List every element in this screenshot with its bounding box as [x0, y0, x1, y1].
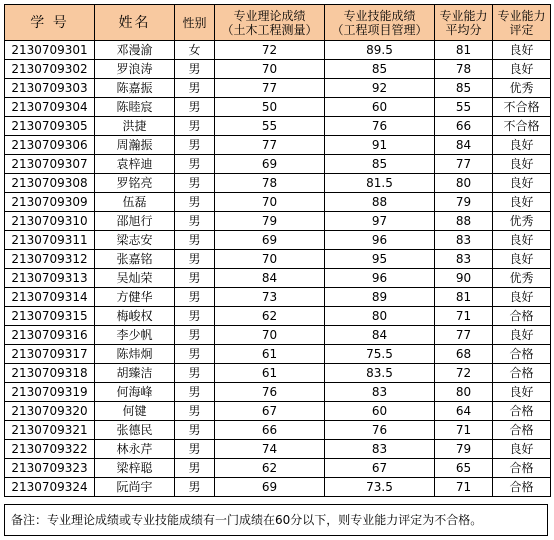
theory-score-cell: 72 [215, 41, 325, 60]
gender-cell: 男 [175, 364, 215, 383]
name-cell: 李少帆 [95, 326, 175, 345]
table-row [5, 250, 551, 269]
rating-cell: 不合格 [493, 117, 551, 136]
gender-cell: 男 [175, 155, 215, 174]
name-cell: 何海峰 [95, 383, 175, 402]
name-cell: 罗浪涛 [95, 60, 175, 79]
gender-cell: 男 [175, 193, 215, 212]
gender-cell: 男 [175, 250, 215, 269]
student-id-cell: 2130709316 [5, 326, 95, 345]
table-row [5, 345, 551, 364]
skill-score-cell: 83 [325, 440, 435, 459]
theory-score-cell: 84 [215, 269, 325, 288]
header-student-id: 学 号 [5, 5, 95, 41]
theory-score-cell: 70 [215, 250, 325, 269]
theory-score-cell: 62 [215, 459, 325, 478]
rating-cell: 合格 [493, 478, 551, 497]
student-id-cell: 2130709315 [5, 307, 95, 326]
rating-cell: 良好 [493, 174, 551, 193]
rating-cell: 良好 [493, 231, 551, 250]
name-cell: 林永芹 [95, 440, 175, 459]
average-cell: 71 [435, 421, 493, 440]
student-id-cell: 2130709307 [5, 155, 95, 174]
skill-score-cell: 75.5 [325, 345, 435, 364]
gender-cell: 男 [175, 326, 215, 345]
student-id-cell: 2130709303 [5, 79, 95, 98]
rating-cell: 合格 [493, 345, 551, 364]
skill-score-cell: 88 [325, 193, 435, 212]
header-theory-line1: 专业理论成绩 [233, 8, 306, 23]
name-cell: 梅峻权 [95, 307, 175, 326]
skill-score-cell: 85 [325, 155, 435, 174]
header-theory-score [215, 5, 325, 41]
average-cell: 77 [435, 155, 493, 174]
student-id-cell: 2130709311 [5, 231, 95, 250]
theory-score-cell: 61 [215, 364, 325, 383]
skill-score-cell: 83 [325, 383, 435, 402]
average-cell: 80 [435, 383, 493, 402]
student-id-cell: 2130709324 [5, 478, 95, 497]
rating-cell: 优秀 [493, 269, 551, 288]
header-skill-line1: 专业技能成绩 [343, 8, 416, 23]
rating-cell: 优秀 [493, 212, 551, 231]
rating-cell: 良好 [493, 136, 551, 155]
average-cell: 80 [435, 174, 493, 193]
table-row [5, 117, 551, 136]
average-cell: 79 [435, 440, 493, 459]
student-id-cell: 2130709310 [5, 212, 95, 231]
skill-score-cell: 76 [325, 117, 435, 136]
name-cell: 张嘉铭 [95, 250, 175, 269]
skill-score-cell: 92 [325, 79, 435, 98]
header-name: 姓名 [95, 5, 175, 41]
theory-score-cell: 69 [215, 155, 325, 174]
skill-score-cell: 83.5 [325, 364, 435, 383]
table-row [5, 478, 551, 497]
average-cell: 66 [435, 117, 493, 136]
table-row [5, 326, 551, 345]
name-cell: 张德民 [95, 421, 175, 440]
header-average-line2: 平均分 [445, 22, 482, 37]
theory-score-cell: 76 [215, 383, 325, 402]
table-row [5, 174, 551, 193]
footnote: 备注：专业理论成绩或专业技能成绩有一门成绩在60分以下，则专业能力评定为不合格。 [4, 504, 548, 536]
gender-cell: 男 [175, 478, 215, 497]
skill-score-cell: 96 [325, 269, 435, 288]
skill-score-cell: 60 [325, 402, 435, 421]
header-theory-line2: （土木工程测量） [221, 22, 318, 37]
theory-score-cell: 62 [215, 307, 325, 326]
table-row [5, 307, 551, 326]
gender-cell: 男 [175, 212, 215, 231]
average-cell: 71 [435, 478, 493, 497]
gender-cell: 男 [175, 79, 215, 98]
skill-score-cell: 91 [325, 136, 435, 155]
name-cell: 伍磊 [95, 193, 175, 212]
average-cell: 77 [435, 326, 493, 345]
table-row [5, 193, 551, 212]
theory-score-cell: 78 [215, 174, 325, 193]
rating-cell: 合格 [493, 307, 551, 326]
table-row [5, 269, 551, 288]
average-cell: 88 [435, 212, 493, 231]
rating-cell: 良好 [493, 193, 551, 212]
theory-score-cell: 73 [215, 288, 325, 307]
table-row [5, 98, 551, 117]
gender-cell: 男 [175, 231, 215, 250]
header-skill-line2: （工程项目管理） [331, 22, 428, 37]
student-id-cell: 2130709302 [5, 60, 95, 79]
rating-cell: 不合格 [493, 98, 551, 117]
student-id-cell: 2130709305 [5, 117, 95, 136]
rating-cell: 优秀 [493, 79, 551, 98]
table-row [5, 212, 551, 231]
table-row [5, 41, 551, 60]
name-cell: 梁梓聪 [95, 459, 175, 478]
table-row [5, 364, 551, 383]
average-cell: 83 [435, 231, 493, 250]
average-cell: 81 [435, 41, 493, 60]
theory-score-cell: 61 [215, 345, 325, 364]
theory-score-cell: 69 [215, 478, 325, 497]
student-id-cell: 2130709319 [5, 383, 95, 402]
student-id-cell: 2130709322 [5, 440, 95, 459]
gender-cell: 男 [175, 345, 215, 364]
student-id-cell: 2130709321 [5, 421, 95, 440]
rating-cell: 良好 [493, 60, 551, 79]
table-row [5, 402, 551, 421]
student-id-cell: 2130709301 [5, 41, 95, 60]
average-cell: 79 [435, 193, 493, 212]
average-cell: 83 [435, 250, 493, 269]
skill-score-cell: 89.5 [325, 41, 435, 60]
skill-score-cell: 81.5 [325, 174, 435, 193]
average-cell: 55 [435, 98, 493, 117]
skill-score-cell: 95 [325, 250, 435, 269]
rating-cell: 良好 [493, 288, 551, 307]
table-row [5, 155, 551, 174]
table-row [5, 421, 551, 440]
student-id-cell: 2130709317 [5, 345, 95, 364]
average-cell: 65 [435, 459, 493, 478]
gender-cell: 男 [175, 269, 215, 288]
name-cell: 吴灿荣 [95, 269, 175, 288]
student-id-cell: 2130709318 [5, 364, 95, 383]
gender-cell: 女 [175, 41, 215, 60]
skill-score-cell: 80 [325, 307, 435, 326]
gender-cell: 男 [175, 402, 215, 421]
theory-score-cell: 70 [215, 193, 325, 212]
rating-cell: 合格 [493, 421, 551, 440]
gender-cell: 男 [175, 136, 215, 155]
theory-score-cell: 77 [215, 136, 325, 155]
name-cell: 罗铭亮 [95, 174, 175, 193]
student-id-cell: 2130709304 [5, 98, 95, 117]
theory-score-cell: 69 [215, 231, 325, 250]
student-id-cell: 2130709312 [5, 250, 95, 269]
table-row [5, 440, 551, 459]
header-row [5, 5, 551, 41]
rating-cell: 合格 [493, 402, 551, 421]
table-row [5, 136, 551, 155]
name-cell: 邵旭行 [95, 212, 175, 231]
theory-score-cell: 67 [215, 402, 325, 421]
student-id-cell: 2130709308 [5, 174, 95, 193]
rating-cell: 良好 [493, 326, 551, 345]
name-cell: 陈嘉振 [95, 79, 175, 98]
table-body [5, 41, 551, 497]
gender-cell: 男 [175, 421, 215, 440]
name-cell: 胡臻洁 [95, 364, 175, 383]
table-row [5, 459, 551, 478]
table-row [5, 79, 551, 98]
gender-cell: 男 [175, 117, 215, 136]
table-row [5, 231, 551, 250]
gender-cell: 男 [175, 288, 215, 307]
theory-score-cell: 70 [215, 326, 325, 345]
student-id-cell: 2130709320 [5, 402, 95, 421]
skill-score-cell: 67 [325, 459, 435, 478]
name-cell: 袁梓迪 [95, 155, 175, 174]
table-row [5, 383, 551, 402]
theory-score-cell: 66 [215, 421, 325, 440]
rating-cell: 良好 [493, 440, 551, 459]
score-table [4, 4, 551, 497]
name-cell: 周瀚振 [95, 136, 175, 155]
rating-cell: 良好 [493, 41, 551, 60]
gender-cell: 男 [175, 383, 215, 402]
average-cell: 84 [435, 136, 493, 155]
student-id-cell: 2130709306 [5, 136, 95, 155]
rating-cell: 良好 [493, 250, 551, 269]
theory-score-cell: 77 [215, 79, 325, 98]
header-gender: 性别 [175, 5, 215, 41]
theory-score-cell: 50 [215, 98, 325, 117]
name-cell: 陈睦宸 [95, 98, 175, 117]
skill-score-cell: 73.5 [325, 478, 435, 497]
rating-cell: 良好 [493, 155, 551, 174]
rating-cell: 合格 [493, 459, 551, 478]
gender-cell: 男 [175, 98, 215, 117]
student-id-cell: 2130709323 [5, 459, 95, 478]
header-average-line1: 专业能力 [439, 8, 488, 23]
skill-score-cell: 60 [325, 98, 435, 117]
average-cell: 85 [435, 79, 493, 98]
theory-score-cell: 55 [215, 117, 325, 136]
table-row [5, 60, 551, 79]
rating-cell: 良好 [493, 383, 551, 402]
gender-cell: 男 [175, 60, 215, 79]
gender-cell: 男 [175, 307, 215, 326]
student-id-cell: 2130709314 [5, 288, 95, 307]
rating-cell: 合格 [493, 364, 551, 383]
header-rating-line2: 评定 [509, 22, 534, 37]
average-cell: 64 [435, 402, 493, 421]
average-cell: 78 [435, 60, 493, 79]
header-rating [493, 5, 551, 41]
average-cell: 72 [435, 364, 493, 383]
skill-score-cell: 96 [325, 231, 435, 250]
name-cell: 邓漫渝 [95, 41, 175, 60]
header-skill-score [325, 5, 435, 41]
name-cell: 方健华 [95, 288, 175, 307]
theory-score-cell: 79 [215, 212, 325, 231]
name-cell: 梁志安 [95, 231, 175, 250]
gender-cell: 男 [175, 174, 215, 193]
theory-score-cell: 74 [215, 440, 325, 459]
skill-score-cell: 76 [325, 421, 435, 440]
average-cell: 68 [435, 345, 493, 364]
average-cell: 71 [435, 307, 493, 326]
name-cell: 何键 [95, 402, 175, 421]
header-rating-line1: 专业能力 [497, 8, 546, 23]
skill-score-cell: 84 [325, 326, 435, 345]
average-cell: 90 [435, 269, 493, 288]
student-id-cell: 2130709313 [5, 269, 95, 288]
header-average [435, 5, 493, 41]
theory-score-cell: 70 [215, 60, 325, 79]
name-cell: 阮尚宇 [95, 478, 175, 497]
skill-score-cell: 97 [325, 212, 435, 231]
average-cell: 81 [435, 288, 493, 307]
skill-score-cell: 85 [325, 60, 435, 79]
gender-cell: 男 [175, 459, 215, 478]
name-cell: 洪捷 [95, 117, 175, 136]
gender-cell: 男 [175, 440, 215, 459]
skill-score-cell: 89 [325, 288, 435, 307]
name-cell: 陈炜炯 [95, 345, 175, 364]
table-row [5, 288, 551, 307]
student-id-cell: 2130709309 [5, 193, 95, 212]
